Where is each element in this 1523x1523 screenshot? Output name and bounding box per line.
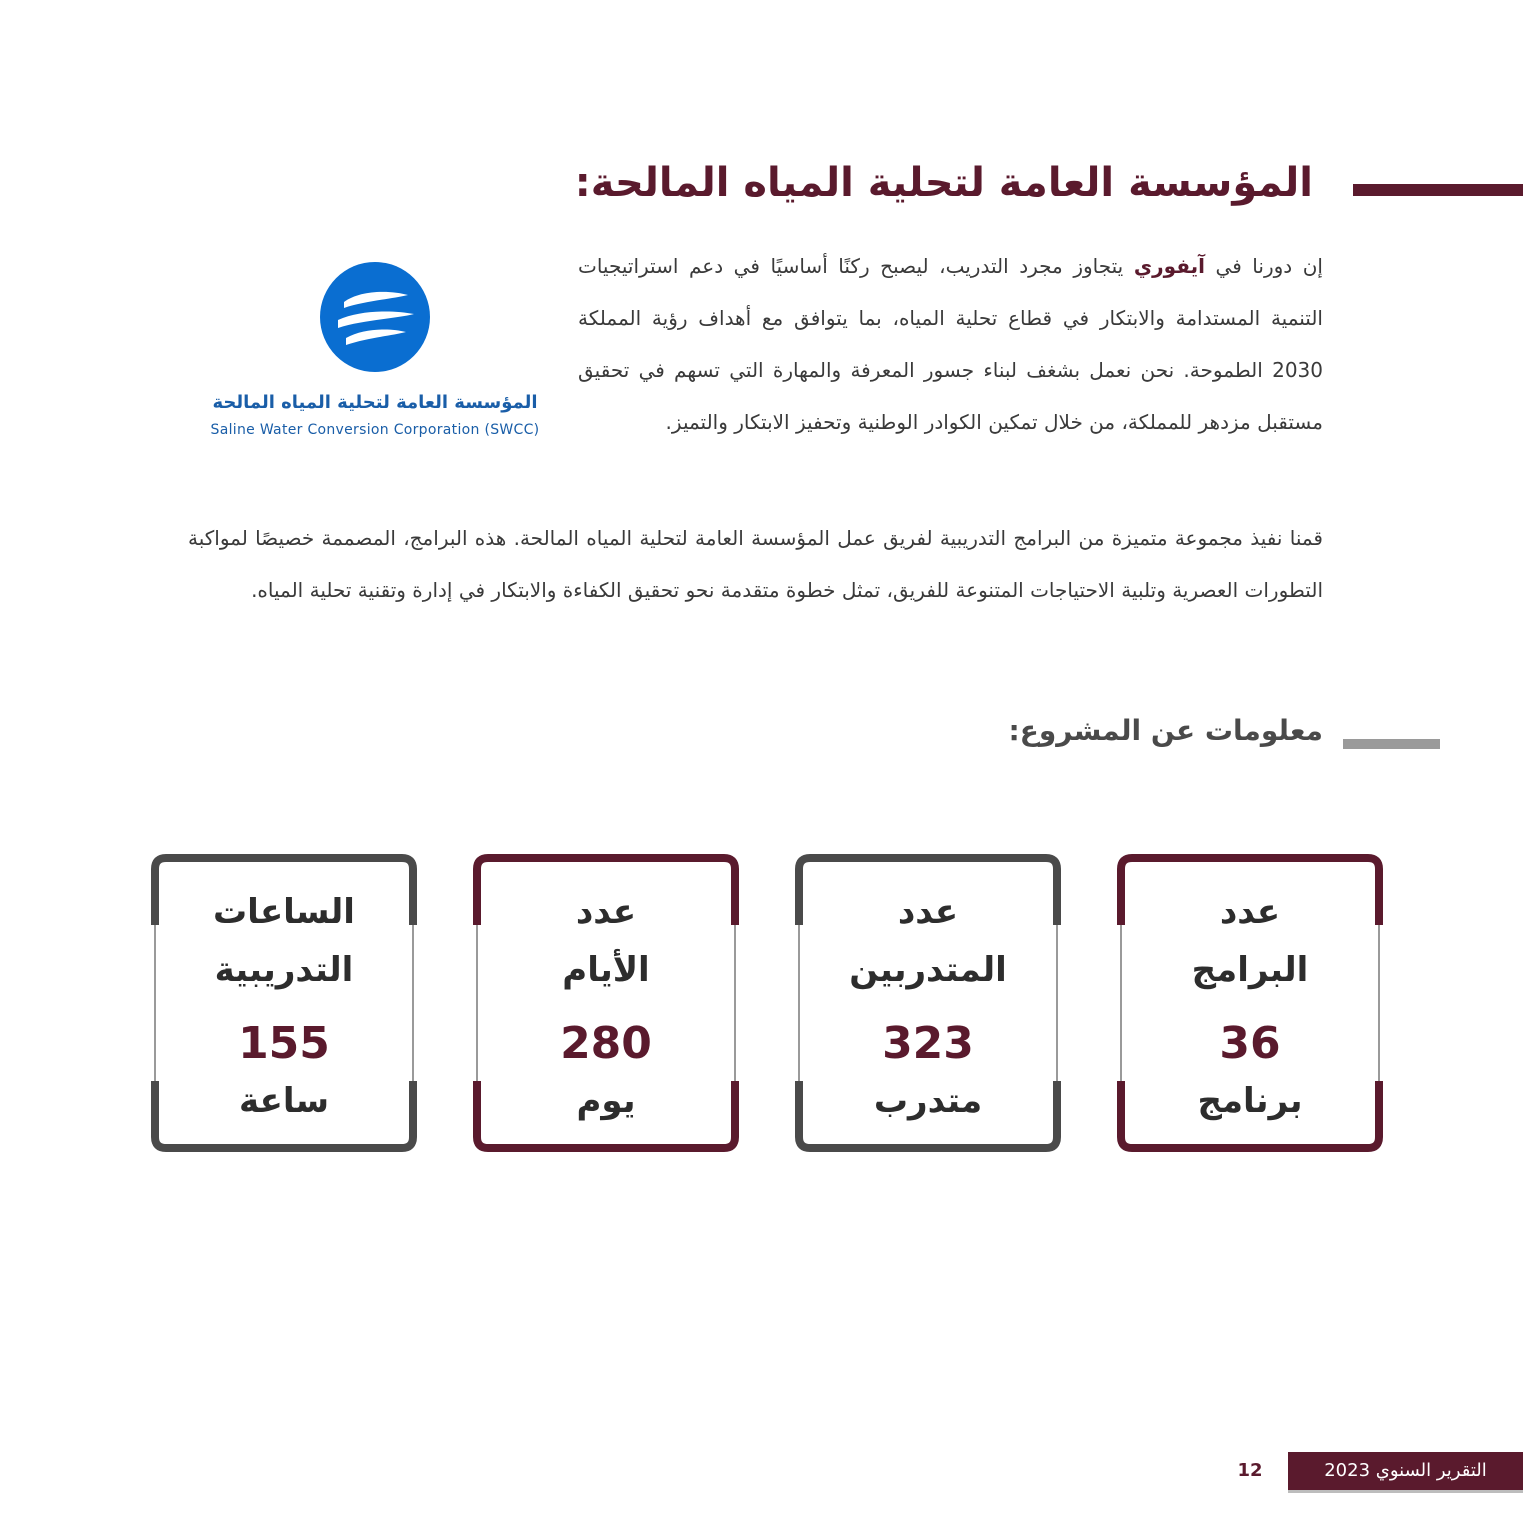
swcc-logo-english-name: Saline Water Conversion Corporation (SWCC) [210, 422, 540, 438]
stat-card-programs [1116, 853, 1384, 1153]
section-accent-bar [1343, 739, 1440, 749]
page-title: المؤسسة العامة لتحلية المياه المالحة: [574, 160, 1313, 206]
stat-unit: برنامج [1197, 1081, 1303, 1121]
stat-value: 36 [1219, 1018, 1281, 1069]
stat-value: 155 [238, 1018, 330, 1069]
intro-paragraph [578, 240, 1323, 448]
swcc-logo-arabic-name: المؤسسة العامة لتحلية المياه المالحة [212, 392, 538, 413]
stat-unit: ساعة [238, 1081, 330, 1121]
page-number: 12 [1237, 1460, 1263, 1481]
stat-unit: متدرب [873, 1081, 983, 1121]
section-title: معلومات عن المشروع: [1008, 714, 1323, 747]
stat-card-trainees [794, 853, 1062, 1153]
stat-value: 280 [560, 1018, 652, 1069]
programs-paragraph: قمنا نفيذ مجموعة متميزة من البرامج التدريبية لفريق عمل المؤسسة العامة لتحلية المياه المالحة. هذه البرامج، المصممة خصيصًا لمواكبة التطورات العصرية وتلبية الاحتياجات المتنوعة للفريق، تمثل خطوة متقدمة نحو تحقيق الكفاءة والابتكار في إدارة وتقنية تحلية المياه. [188, 526, 1323, 602]
stat-card-days [472, 853, 740, 1153]
stat-label: عدد المتدربين [849, 892, 1007, 990]
annual-report-badge: التقرير السنوي 2023 [1288, 1452, 1523, 1490]
stat-label: عدد البرامج [1191, 892, 1309, 990]
intro-text-end: يتجاوز مجرد التدريب، ليصبح ركنًا أساسيًا في دعم استراتيجيات التنمية المستدامة والابتكار في قطاع تحلية المياه، بما يتوافق مع أهداف رؤية المملكة 2030 الطموحة. نحن نعمل بشغف لبناء جسور المعرفة والمهارة التي تسهم في تحقيق مستقبل مزدهر للمملكة، من خلال تمكين الكوادر الوطنية وتحفيز الابتكار والتميز. [578, 254, 1323, 434]
stat-value: 323 [882, 1018, 974, 1069]
stat-card-hours [150, 853, 418, 1153]
title-accent-bar [1353, 184, 1523, 196]
intro-text-start: إن دورنا في [1204, 254, 1323, 278]
stat-unit: يوم [576, 1081, 636, 1121]
swcc-logo-emblem-icon [320, 262, 430, 372]
stat-label: عدد الأيام [562, 892, 650, 990]
brand-name: آيفوري [1133, 254, 1205, 278]
footer-underline [1288, 1490, 1523, 1493]
stat-label: الساعات التدريبية [213, 892, 355, 990]
swcc-logo [190, 262, 560, 452]
